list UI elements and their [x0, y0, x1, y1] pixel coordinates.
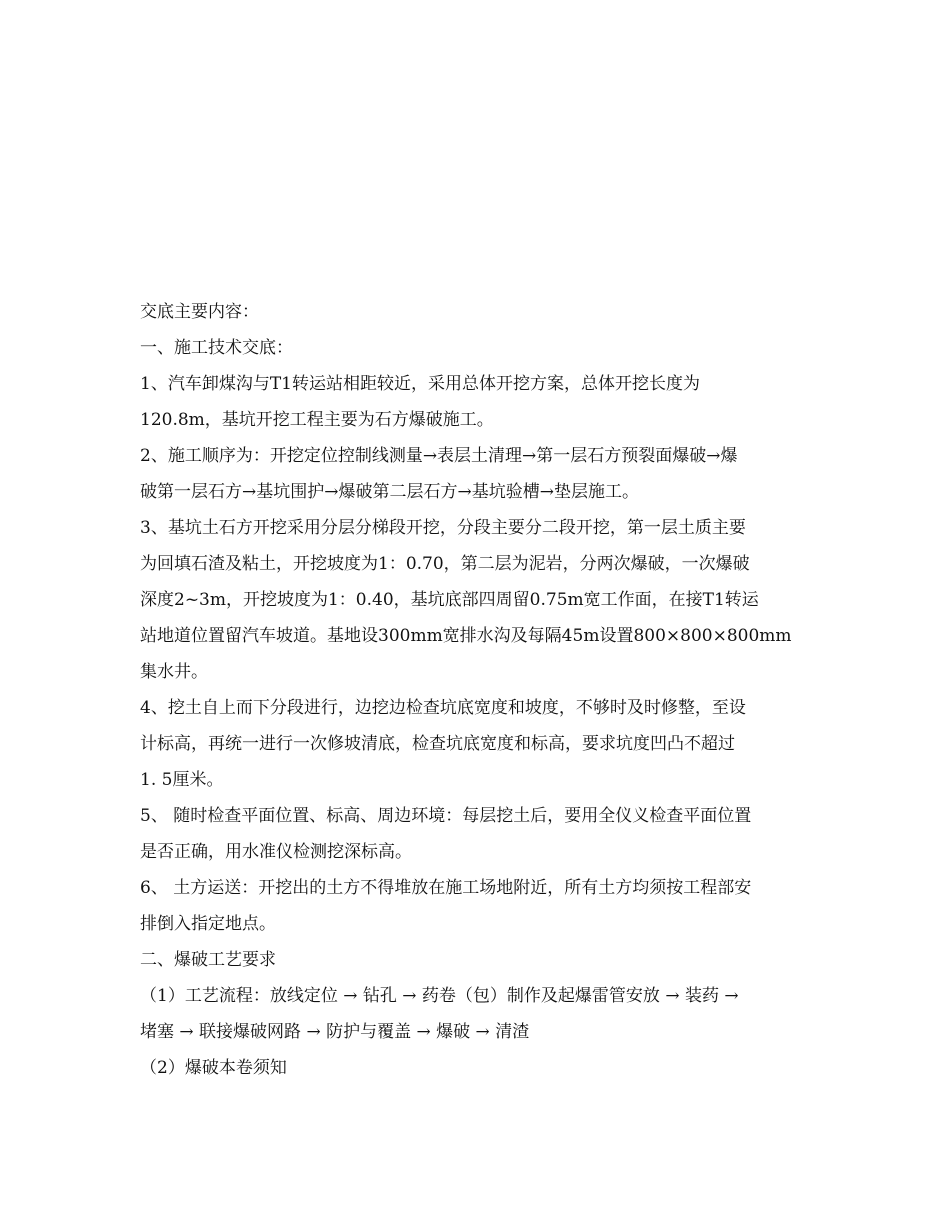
blasting-notice-heading: （2）爆破本卷须知 [140, 1058, 287, 1078]
paragraph-3-line-1: 3、基坑土石方开挖采用分层分梯段开挖，分段主要分二段开挖，第一层土质主要 [140, 518, 746, 538]
paragraph-3-line-5: 集水井。 [140, 662, 208, 682]
paragraph-6-line-1: 6、 土方运送：开挖出的土方不得堆放在施工场地附近，所有土方均须按工程部安 [140, 878, 752, 898]
paragraph-1-line-2: 120.8m，基坑开挖工程主要为石方爆破施工。 [140, 410, 494, 430]
paragraph-2-line-2: 破第一层石方→基坑围护→爆破第二层石方→基坑验槽→垫层施工。 [140, 482, 639, 502]
section-1-heading: 一、施工技术交底： [140, 338, 293, 358]
paragraph-5-line-1: 5、 随时检查平面位置、标高、周边环境：每层挖土后，要用全仪义检查平面位置 [140, 806, 752, 826]
paragraph-4-line-1: 4、挖土自上而下分段进行，边挖边检查坑底宽度和坡度，不够时及时修整，至设 [140, 698, 746, 718]
paragraph-3-line-2: 为回填石渣及粘土，开挖坡度为1：0.70，第二层为泥岩，分两次爆破，一次爆破 [140, 554, 750, 574]
paragraph-2-line-1: 2、施工顺序为：开挖定位控制线测量→表层土清理→第一层石方预裂面爆破→爆 [140, 446, 738, 466]
process-flow-line-1: （1）工艺流程：放线定位 → 钻孔 → 药卷（包）制作及起爆雷管安放 → 装药 → [140, 986, 739, 1006]
paragraph-6-line-2: 排倒入指定地点。 [140, 914, 276, 934]
process-flow-line-2: 堵塞 → 联接爆破网路 → 防护与覆盖 → 爆破 → 清渣 [140, 1022, 530, 1042]
section-2-heading: 二、爆破工艺要求 [140, 950, 276, 970]
section-intro-heading: 交底主要内容： [140, 302, 259, 322]
paragraph-3-line-3: 深度2~3m，开挖坡度为1：0.40，基坑底部四周留0.75m宽工作面，在接T1转运 [140, 590, 759, 610]
paragraph-3-line-4: 站地道位置留汽车坡道。基地设300mm宽排水沟及每隔45m设置800×800×800mm [140, 626, 792, 646]
paragraph-5-line-2: 是否正确，用水准仪检测挖深标高。 [140, 842, 412, 862]
document-body [140, 294, 812, 1086]
paragraph-4-line-3: 1. 5厘米。 [140, 770, 224, 790]
paragraph-1-line-1: 1、汽车卸煤沟与T1转运站相距较近，采用总体开挖方案，总体开挖长度为 [140, 374, 700, 394]
paragraph-4-line-2: 计标高，再统一进行一次修坡清底，检查坑底宽度和标高，要求坑度凹凸不超过 [140, 734, 735, 754]
